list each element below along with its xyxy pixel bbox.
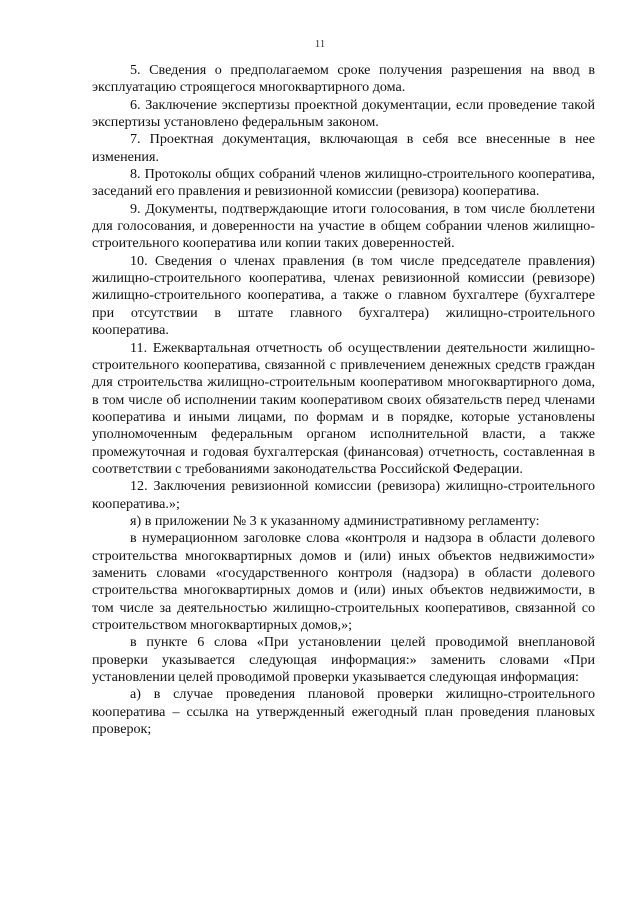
paragraph-item-5: 5. Сведения о предполагаемом сроке получения разрешения на ввод в эксплуатацию строящегося многоквартирного дома. bbox=[92, 62, 595, 96]
paragraph-amendment-point-6: в пункте 6 слова «При установлении целей проводимой внеплановой проверки указывается следующая информация:» заменить словами «При установлении целей проводимой проверки указывается следующая информация: bbox=[92, 634, 595, 686]
document-body bbox=[92, 62, 595, 738]
paragraph-subitem-ya: я) в приложении № 3 к указанному административному регламенту: bbox=[130, 512, 540, 529]
paragraph-item-12: 12. Заключения ревизионной комиссии (ревизора) жилищно-строительного кооператива.»; bbox=[92, 478, 595, 512]
paragraph-item-7: 7. Проектная документация, включающая в себя все внесенные в нее изменения. bbox=[92, 131, 595, 165]
paragraph-item-9: 9. Документы, подтверждающие итоги голосования, в том числе бюллетени для голосования, и доверенности на участие в общем собрании членов жилищно-строительного кооператива или копии таких доверенностей. bbox=[92, 200, 595, 252]
page-number: 11 bbox=[314, 38, 326, 50]
paragraph-subitem-a: а) в случае проведения плановой проверки жилищно-строительного кооператива – ссылка на утвержденный ежегодный план проведения плановых проверок; bbox=[92, 686, 595, 738]
paragraph-item-10: 10. Сведения о членах правления (в том числе председателе правления) жилищно-строительного кооператива, членах ревизионной комиссии (ревизоре) жилищно-строительного кооператива, а также о главном бухгалтере (бухгалтере при отсутствии в штате главного бухгалтера) жилищно-строительного кооператива. bbox=[92, 252, 595, 339]
paragraph-item-11: 11. Ежеквартальная отчетность об осуществлении деятельности жилищно-строительного кооператива, связанной с привлечением денежных средств граждан для строительства жилищно-строительным кооперативом многоквартирного дома, в том числе об исполнении таким кооперативом своих обязательств перед членами кооператива и иными лицами, по формам и в порядке, которые установлены уполномоченным федеральным органом исполнительной власти, а также промежуточная и годовая бухгалтерская (финансовая) отчетность, составленная в соответствии с требованиями законодательства Российской Федерации. bbox=[92, 339, 595, 477]
paragraph-item-6: 6. Заключение экспертизы проектной документации, если проведение такой экспертизы установлено федеральным законом. bbox=[92, 96, 595, 131]
paragraph-amendment-heading: в нумерационном заголовке слова «контроля и надзора в области долевого строительства многоквартирных домов и (или) иных объектов недвижимости» заменить словами «государственного контроля (надзора) в области долевого строительства многоквартирных домов и (или) иных объектов недвижимости, в том числе за деятельностью жилищно-строительных кооперативов, связанной со строительством многоквартирных домов,»; bbox=[92, 530, 595, 633]
paragraph-item-8: 8. Протоколы общих собраний членов жилищно-строительного кооператива, заседаний его правления и ревизионной комиссии (ревизора) кооператива. bbox=[92, 166, 595, 200]
